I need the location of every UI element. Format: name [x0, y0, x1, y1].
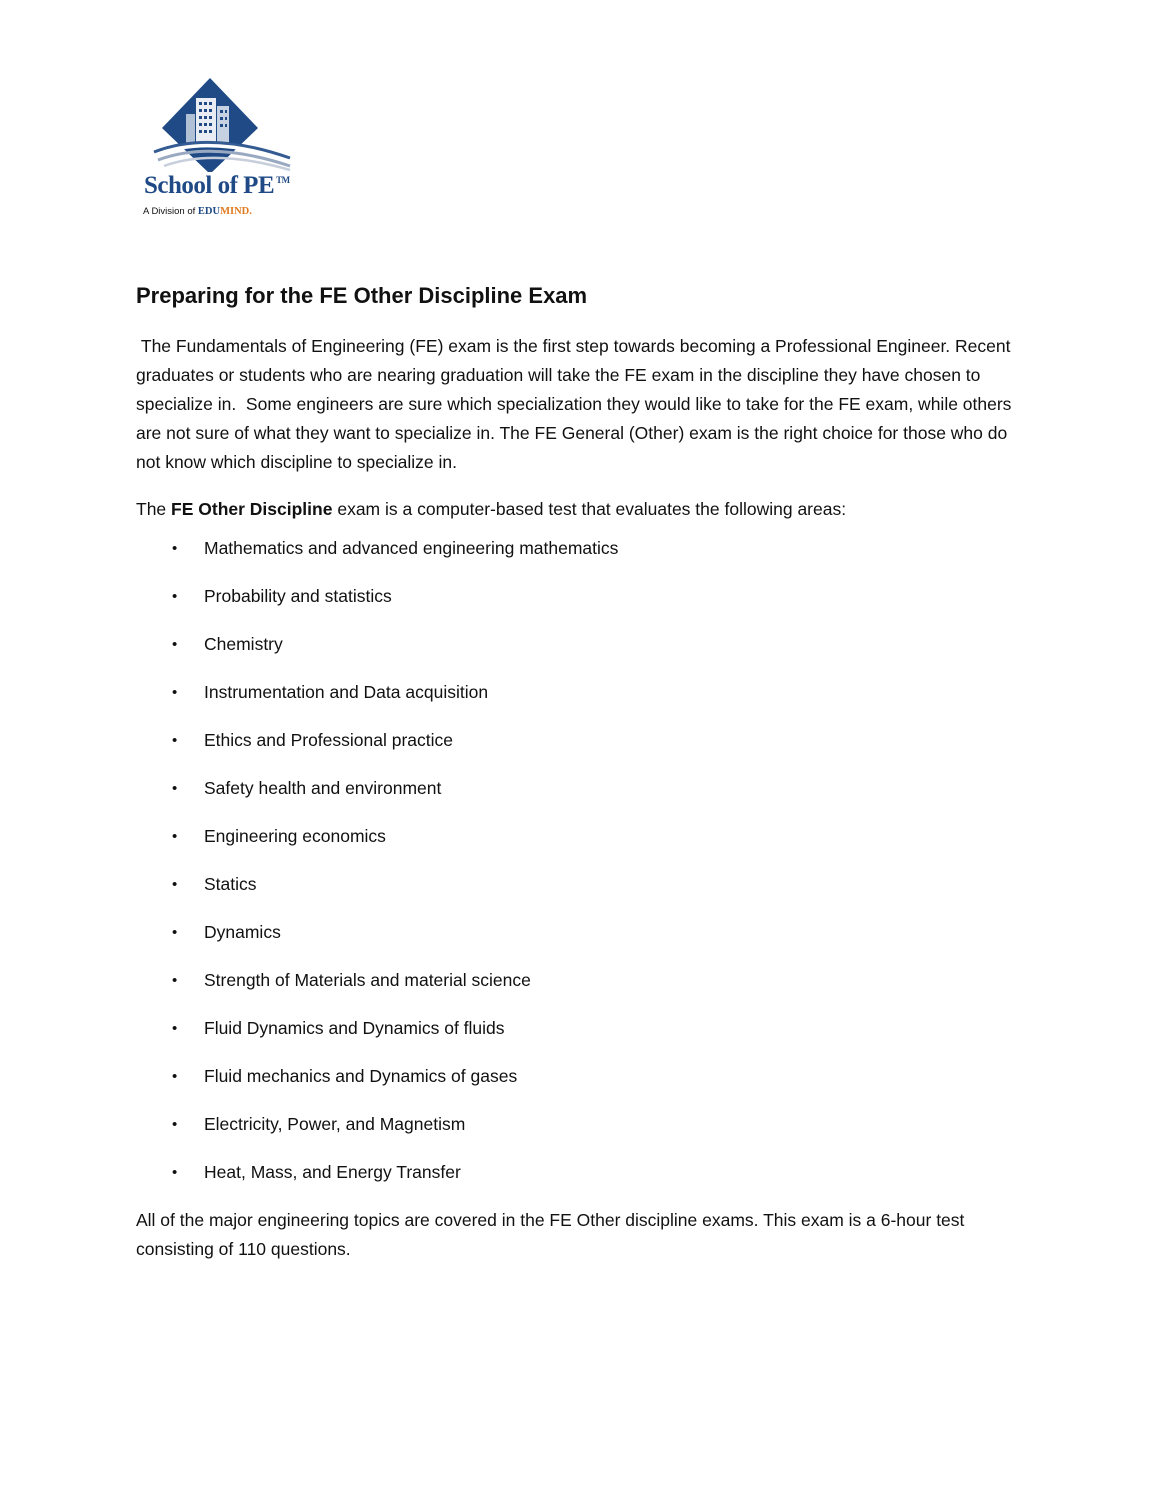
list-item: • Probability and statistics	[172, 586, 392, 606]
page-title: Preparing for the FE Other Discipline Exam	[136, 283, 588, 308]
list-item: • Ethics and Professional practice	[172, 730, 454, 750]
list-item: • Mathematics and advanced engineering mathematics	[172, 538, 619, 558]
exam-name-bold: FE Other Discipline	[171, 499, 333, 519]
list-item: • Chemistry	[172, 634, 283, 654]
closing-paragraph: All of the major engineering topics are covered in the FE Other discipline exams. This exam is a 6-hour test consisting of 110 questions.	[136, 1210, 965, 1259]
list-item: • Instrumentation and Data acquisition	[172, 682, 489, 702]
list-item: • Safety health and environment	[172, 778, 442, 798]
logo-brand-name: School of PE ™	[144, 172, 290, 199]
areas-intro-paragraph: The FE Other Discipline exam is a computer-based test that evaluates the following areas:	[136, 499, 847, 519]
list-item: • Engineering economics	[172, 826, 386, 846]
logo-division-text: A Division of EDUMIND.	[143, 206, 252, 217]
list-item: • Fluid mechanics and Dynamics of gases	[172, 1066, 518, 1086]
intro-paragraph: The Fundamentals of Engineering (FE) exam is the first step towards becoming a Professional Engineer. Recent graduates or students who are nearing graduation will take the FE exam in the discipline they have chosen to specialize in. Some engineers are sure which specialization they would like to take for the FE exam, while others are not sure of what they want to specialize in. The FE General (Other) exam is the right choice for those who do not know which discipline to specialize in.	[136, 336, 1017, 472]
list-item: • Electricity, Power, and Magnetism	[172, 1114, 466, 1134]
list-item: • Heat, Mass, and Energy Transfer	[172, 1162, 461, 1182]
building-diamond-icon	[140, 72, 310, 172]
document-body	[136, 280, 1026, 1264]
school-of-pe-logo	[140, 72, 310, 222]
list-item: • Fluid Dynamics and Dynamics of fluids	[172, 1018, 505, 1038]
list-item: • Statics	[172, 874, 257, 894]
exam-areas-list	[136, 534, 1026, 1206]
list-item: • Dynamics	[172, 922, 281, 942]
list-item: • Strength of Materials and material science	[172, 970, 531, 990]
